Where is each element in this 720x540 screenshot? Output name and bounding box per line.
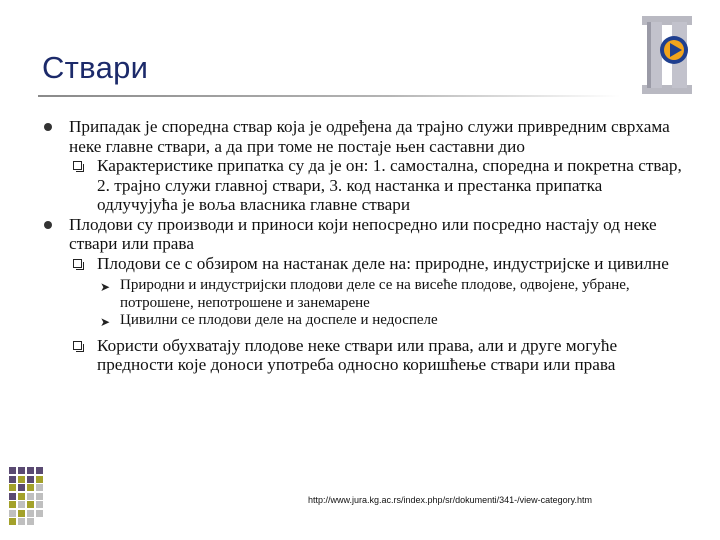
circle-bullet-icon [44,221,52,229]
list-item [44,117,684,156]
list-item-text: Користи обухватају плодове неке ствари или права, али и друге могуће предности које доноси употреба односно коришћење ствари или права [97,335,618,374]
bullet-list [44,117,684,375]
decorative-dot [9,484,16,491]
list-item-text: Плодови се с обзиром на настанак деле на: природне, индустријске и цивилне [97,253,669,273]
list-item-text: Плодови су производи и приноси који непосредно или посредно настају од неке ствари или права [69,214,657,253]
decorative-dot [9,501,16,508]
source-url: http://www.jura.kg.ac.rs/index.php/sr/dokumenti/341-/view-category.htm [308,495,592,505]
decorative-dot [27,493,34,500]
decorative-dot-grid [9,467,49,527]
decorative-dot [36,484,43,491]
circle-bullet-icon [44,123,52,131]
slide-title: Ствари [42,50,149,85]
list-item [44,312,684,330]
decorative-dot [36,476,43,483]
square-bullet-icon [73,259,82,268]
decorative-dot [18,501,25,508]
decorative-dot [18,510,25,517]
list-item [44,215,684,254]
list-item-text: Припадак је споредна ствар која је одређена да трајно служи привредним сврхама неке главне ствари, а да при томе не постаје њен саставни дио [69,117,670,156]
decorative-dot [9,510,16,517]
decorative-dot [27,476,34,483]
decorative-dot [27,518,34,525]
arrowhead-bullet-icon: ➤ [100,280,111,294]
decorative-dot [18,467,25,474]
decorative-dot [27,467,34,474]
decorative-dot [36,467,43,474]
decorative-dot [27,510,34,517]
list-item [44,254,684,274]
decorative-dot [36,501,43,508]
decorative-dot [18,484,25,491]
decorative-dot [9,518,16,525]
decorative-dot [9,476,16,483]
title-divider [38,95,620,97]
list-item [44,336,684,375]
list-item [44,156,684,215]
list-item-text: Цивилни се плодови деле на доспеле и недоспеле [120,312,438,328]
square-bullet-icon [73,341,82,350]
list-item [44,277,684,312]
arrowhead-bullet-icon: ➤ [100,315,111,329]
square-bullet-icon [73,161,82,170]
institution-logo-icon [636,14,698,96]
decorative-dot [27,501,34,508]
decorative-dot [27,484,34,491]
decorative-dot [36,493,43,500]
decorative-dot [18,493,25,500]
list-item-text: Карактеристике припатка су да је он: 1. самостална, споредна и покретна ствар, 2. трајно служи главној ствари, 3. код настанка и престанка припатка одлучујућа је воља власника главне ствари [97,156,682,214]
decorative-dot [18,476,25,483]
decorative-dot [9,467,16,474]
decorative-dot [18,518,25,525]
list-item-text: Природни и индустријски плодови деле се на висеће плодове, одвојене, убране, потрошене, непотрошене и занемарене [120,277,630,311]
decorative-dot [9,493,16,500]
decorative-dot [36,510,43,517]
